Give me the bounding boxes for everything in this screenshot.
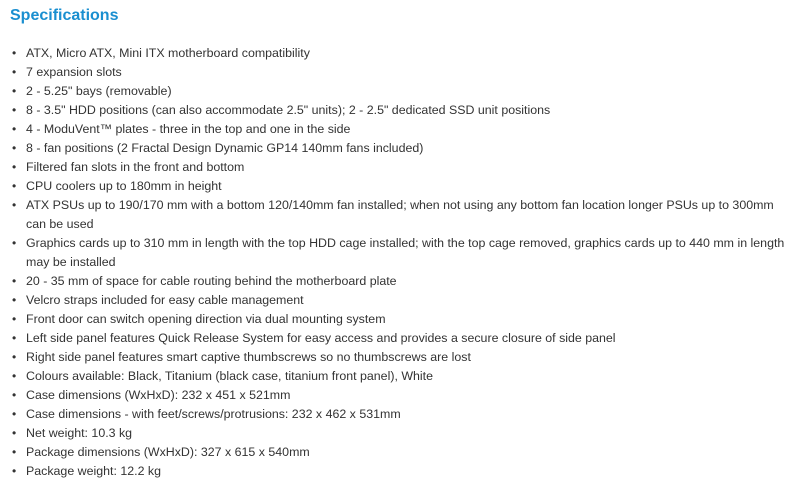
list-item: [10, 310, 790, 329]
list-item: [10, 63, 790, 82]
list-item: [10, 158, 790, 177]
bullet-icon: •: [12, 103, 17, 117]
bullet-icon: •: [12, 46, 17, 60]
spec-text: Left side panel features Quick Release System for easy access and provides a secure closure of side panel: [26, 331, 616, 345]
list-item: [10, 329, 790, 348]
list-item: [10, 82, 790, 101]
bullet-icon: •: [12, 388, 17, 402]
list-item: [10, 462, 790, 481]
list-item: [10, 101, 790, 120]
list-item: [10, 424, 790, 443]
bullet-icon: •: [12, 445, 17, 459]
bullet-icon: •: [12, 407, 17, 421]
bullet-icon: •: [12, 274, 17, 288]
list-item: [10, 177, 790, 196]
spec-text: Package weight: 12.2 kg: [26, 464, 162, 478]
spec-text: 8 - fan positions (2 Fractal Design Dynamic GP14 140mm fans included): [26, 141, 424, 155]
spec-text: 2 - 5.25" bays (removable): [26, 84, 172, 98]
spec-text: ATX PSUs up to 190/170 mm with a bottom 120/140mm fan installed; when not using any bottom fan location longer PSUs up to 300mm can be used: [26, 198, 774, 231]
list-item: [10, 272, 790, 291]
spec-text: Colours available: Black, Titanium (black case, titanium front panel), White: [26, 369, 434, 383]
bullet-icon: •: [12, 293, 17, 307]
spec-text: Graphics cards up to 310 mm in length with the top HDD cage installed; with the top cage removed, graphics cards up to 440 mm in length may be installed: [26, 236, 785, 269]
bullet-icon: •: [12, 198, 17, 212]
bullet-icon: •: [12, 350, 17, 364]
bullet-icon: •: [12, 464, 17, 478]
list-item: [10, 291, 790, 310]
list-item: [10, 405, 790, 424]
list-item: [10, 120, 790, 139]
spec-text: Filtered fan slots in the front and bottom: [26, 160, 245, 174]
list-item: [10, 234, 790, 272]
list-item: [10, 367, 790, 386]
bullet-icon: •: [12, 160, 17, 174]
bullet-icon: •: [12, 122, 17, 136]
bullet-icon: •: [12, 236, 17, 250]
specifications-list: [10, 44, 790, 481]
spec-text: Net weight: 10.3 kg: [26, 426, 133, 440]
spec-text: Front door can switch opening direction via dual mounting system: [26, 312, 386, 326]
bullet-icon: •: [12, 84, 17, 98]
list-item: [10, 386, 790, 405]
spec-text: 7 expansion slots: [26, 65, 122, 79]
spec-text: CPU coolers up to 180mm in height: [26, 179, 222, 193]
spec-text: 4 - ModuVent™ plates - three in the top and one in the side: [26, 122, 351, 136]
page-title: Specifications: [10, 7, 119, 24]
list-item: [10, 139, 790, 158]
bullet-icon: •: [12, 179, 17, 193]
spec-text: Right side panel features smart captive thumbscrews so no thumbscrews are lost: [26, 350, 471, 364]
bullet-icon: •: [12, 331, 17, 345]
list-item: [10, 443, 790, 462]
spec-text: 20 - 35 mm of space for cable routing behind the motherboard plate: [26, 274, 397, 288]
spec-text: ATX, Micro ATX, Mini ITX motherboard compatibility: [26, 46, 310, 60]
spec-text: Case dimensions - with feet/screws/protrusions: 232 x 462 x 531mm: [26, 407, 401, 421]
bullet-icon: •: [12, 426, 17, 440]
spec-text: 8 - 3.5" HDD positions (can also accommodate 2.5" units); 2 - 2.5" dedicated SSD unit positions: [26, 103, 551, 117]
bullet-icon: •: [12, 65, 17, 79]
bullet-icon: •: [12, 141, 17, 155]
list-item: [10, 348, 790, 367]
spec-text: Case dimensions (WxHxD): 232 x 451 x 521mm: [26, 388, 291, 402]
bullet-icon: •: [12, 369, 17, 383]
spec-text: Velcro straps included for easy cable management: [26, 293, 304, 307]
spec-text: Package dimensions (WxHxD): 327 x 615 x 540mm: [26, 445, 310, 459]
list-item: [10, 196, 790, 234]
list-item: [10, 44, 790, 63]
bullet-icon: •: [12, 312, 17, 326]
